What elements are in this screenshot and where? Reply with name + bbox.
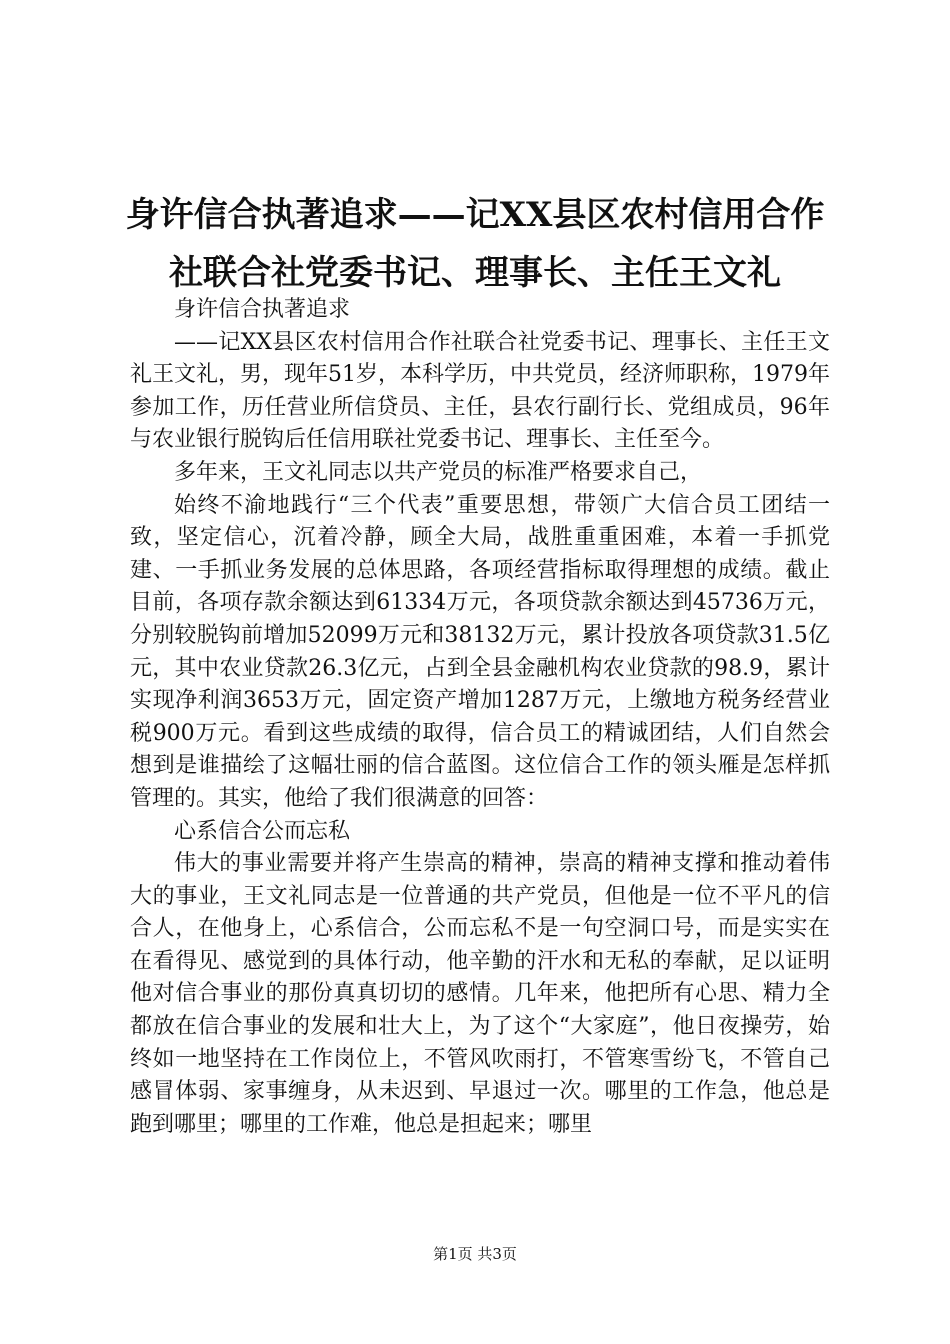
document-title: 身许信合执著追求——记XX县区农村信用合作社联合社党委书记、理事长、主任王文礼 (125, 195, 825, 293)
section-heading-1: 身许信合执著追求 (174, 297, 351, 322)
document-body (130, 294, 830, 1141)
intro-paragraph: ——记XX县区农村信用合作社联合社党委书记、理事长、主任王文礼王文礼，男，现年51岁，本科学历，中共党员，经济师职称，1979年参加工作，历任营业所信贷员、主任，县农行副行长、党组成员，96年与农业银行脱钩后任信用联社党委书记、理事长、主任至今。 (130, 329, 830, 453)
page-number: 第1页 共3页 (433, 1245, 517, 1263)
body-paragraph-3: 伟大的事业需要并将产生崇高的精神，崇高的精神支撑和推动着伟大的事业，王文礼同志是一位普通的共产党员，但他是一位不平凡的信合人，在他身上，心系信合，公而忘私不是一句空洞口号，而是实实在在看得见、感觉到的具体行动，他辛勤的汗水和无私的奉献，足以证明他对信合事业的那份真真切切的感情。几年来，他把所有心思、精力全都放在信合事业的发展和壮大上，为了这个“大家庭”，他日夜操劳，始终如一地坚持在工作岗位上，不管风吹雨打，不管寒雪纷飞，不管自己感冒体弱、家事缠身，从未迟到、早退过一次。哪里的工作急，他总是跑到哪里；哪里的工作难，他总是担起来；哪里 (130, 851, 830, 1137)
section-heading-2: 心系信合公而忘私 (174, 818, 351, 844)
body-paragraph-1: 多年来，王文礼同志以共产党员的标准严格要求自己， (174, 459, 703, 485)
body-paragraph-2: 始终不渝地践行“三个代表”重要思想，带领广大信合员工团结一致，坚定信心，沉着冷静，顾全大局，战胜重重困难，本着一手抓党建、一手抓业务发展的总体思路，各项经营指标取得理想的成绩。截止目前，各项存款余额达到61334万元，各项贷款余额达到45736万元，分别较脱钩前增加52099万元和38132万元，累计投放各项贷款31.5亿元，其中农业贷款26.3亿元，占到全县金融机构农业贷款的98.9，累计实现净利润3653万元，固定资产增加1287万元，上缴地方税务经营业税900万元。看到这些成绩的取得，信合员工的精诚团结，人们自然会想到是谁描绘了这幅壮丽的信合蓝图。这位信合工作的领头雁是怎样抓管理的。其实，他给了我们很满意的回答： (130, 492, 830, 811)
